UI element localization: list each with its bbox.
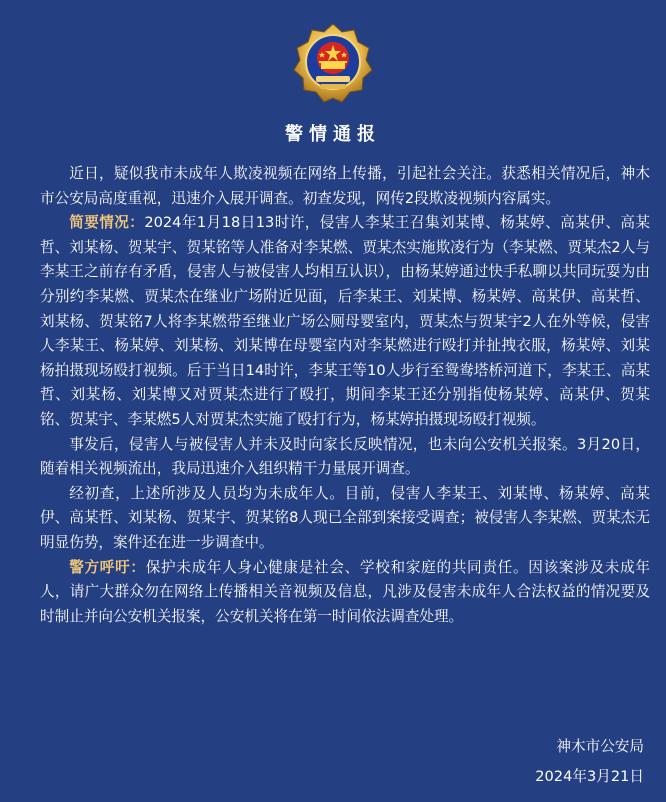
paragraph-status: 经初查，上述所涉及人员均为未成年人。目前，侵害人李某王、刘某博、杨某婷、高某伊、高某哲、刘某杨、贺某宇、贺某铭8人现已全部到案接受调查；被侵害人李某燃、贾某杰无明显伤势，案件还在进一步调查中。 [40, 484, 650, 551]
summary-label: 简要情况： [69, 214, 145, 232]
signature-org: 神木市公安局 [556, 738, 644, 755]
police-emblem-icon [292, 22, 374, 108]
appeal-text: 保护未成年人身心健康是社会、学校和家庭的共同责任。因该案涉及未成年人，请广大群众勿在网络上传播相关音视频及信息，凡涉及侵害未成年人合法权益的情况要及时制止并向公安机关报案，公安机关将在第一时间依法调查处理。 [40, 558, 650, 625]
summary-text: 2024年1月18日13时许，侵害人李某王召集刘某博、杨某婷、高某伊、高某哲、刘某杨、贺某宇、贺某铭等人准备对李某燃、贾某杰实施欺凌行为（李某燃、贾某杰2人与李某王之前存有矛盾，侵害人与被侵害人均相互认识），由杨某婷通过快手私聊以共同玩耍为由分别约李某燃、贾某杰在继业广场附近见面，后李某王、刘某博、杨某婷、高某伊、高某哲、刘某杨、贺某铭7人将李某燃带至继业广场公厕母婴室内，贾某杰与贺某宇2人在外等候，侵害人李某王、杨某婷、刘某杨、刘某博在母婴室内对李某燃进行殴打并扯拽衣服，杨某婷、刘某杨拍摄现场殴打视频。后于当日14时许，李某王等10人步行至鸳鸯塔桥河道下，李某王、高某哲、刘某杨、刘某博又对贾某杰进行了殴打，期间李某王还分别指使杨某婷、高某伊、贺某铭、贺某宇、李某燃5人对贾某杰实施了殴打行为，杨某婷拍摄现场殴打视频。 [40, 214, 650, 428]
paragraph-summary [40, 211, 650, 432]
signature-date: 2024年3月21日 [535, 768, 644, 785]
page-title: 警情通报 [285, 124, 381, 145]
paragraph-intro: 近日，疑似我市未成年人欺凌视频在网络上传播，引起社会关注。获悉相关情况后，神木市公安局高度重视，迅速介入展开调查。初查发现，网传2段欺凌视频内容属实。 [40, 165, 650, 207]
appeal-label: 警方呼吁： [69, 558, 146, 576]
notice-body [40, 162, 650, 629]
paragraph-appeal [40, 556, 650, 630]
signature-block [535, 732, 644, 792]
paragraph-aftermath: 事发后，侵害人与被侵害人并未及时向家长反映情况，也未向公安机关报案。3月20日，随着相关视频流出，我局迅速介入组织精干力量展开调查。 [40, 435, 650, 478]
